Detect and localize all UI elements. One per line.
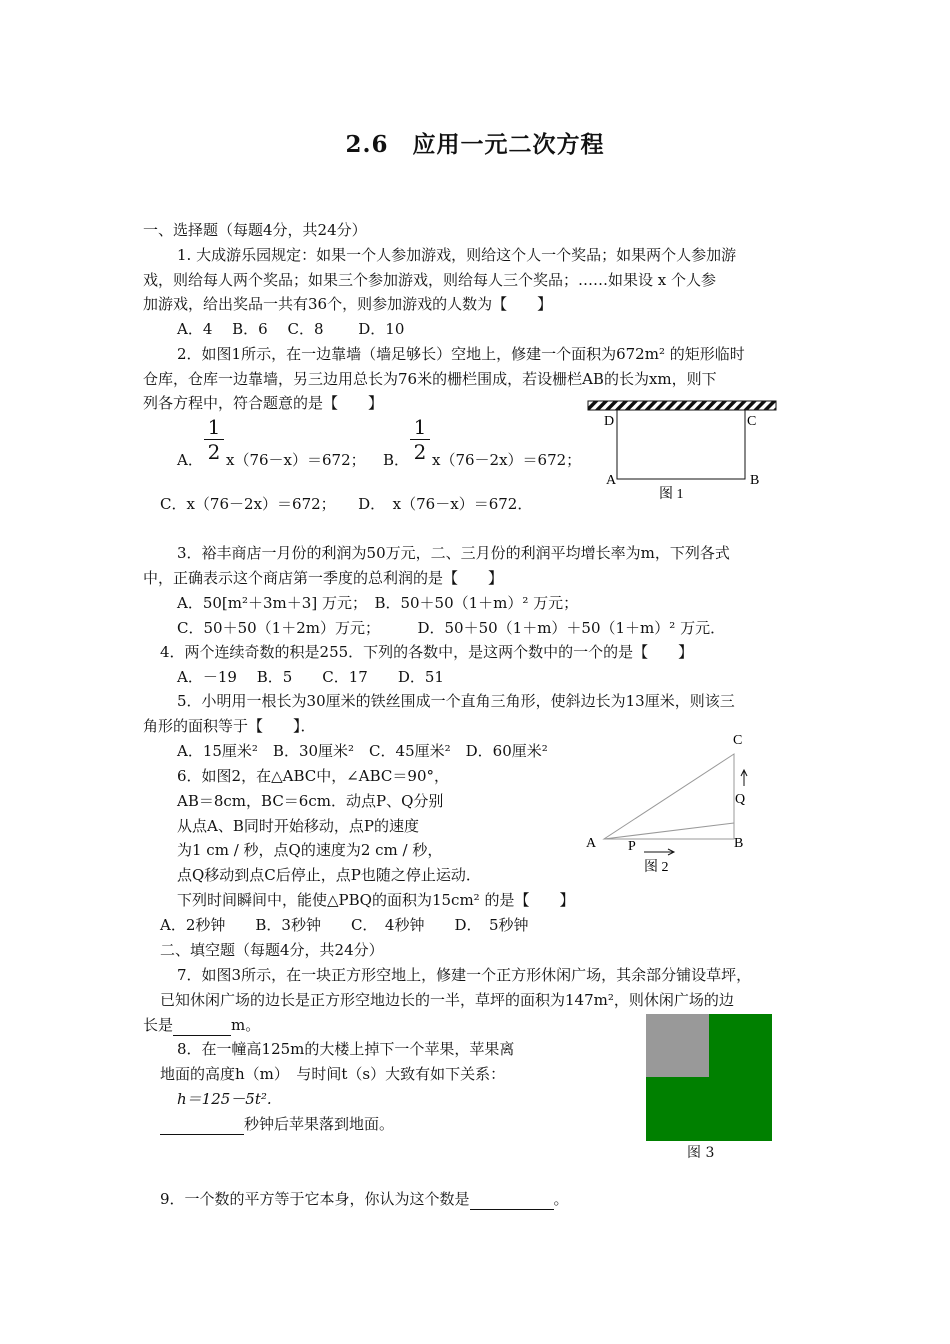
fig1-label-d: D — [604, 414, 615, 429]
wall-hatch — [588, 401, 776, 410]
q6-line3: 从点A、B同时开始移动，点P的速度 — [177, 817, 419, 835]
q6-line1: 6．如图2，在△ABC中，∠ABC＝90°， — [177, 767, 450, 785]
fig2-caption: 图 2 — [644, 860, 669, 875]
fraction-denominator: 2 — [207, 440, 221, 464]
q6-options: A．2秒钟 B．3秒钟 C． 4秒钟 D． 5秒钟 — [160, 916, 529, 934]
q2-option-a-label: A． — [177, 451, 203, 469]
q6-line5: 点Q移动到点C后停止，点P也随之停止运动． — [177, 866, 481, 884]
fig2-label-a: A — [586, 836, 597, 851]
fence-rectangle — [617, 410, 745, 479]
q7-line1: 7．如图3所示，在一块正方形空地上，修建一个正方形休闲广场，其余部分铺设草坪， — [177, 966, 752, 984]
fig2-label-p: P — [628, 839, 636, 854]
q1-line2: 戏，则给每人两个奖品；如果三个参加游戏，则给每人三个奖品；……如果设 x 个人参 — [143, 271, 716, 289]
figure-3-plaza — [646, 1014, 709, 1077]
q2-line1: 2．如图1所示，在一边靠墙（墙足够长）空地上，修建一个面积为672m² 的矩形临时 — [177, 345, 745, 363]
q2-option-b-text: x（76－2x）＝672； — [432, 451, 582, 469]
q8-answer-blank[interactable] — [160, 1114, 244, 1135]
q7-line2: 已知休闲广场的边长是正方形空地边长的一半，草坪的面积为147m²，则休闲广场的边 — [160, 991, 734, 1009]
triangle-abc — [604, 754, 734, 839]
fig1-label-b: B — [750, 473, 760, 488]
q8-line4 — [160, 1114, 394, 1135]
q1-options: A．4 B．6 C．8 D．10 — [177, 320, 405, 338]
fraction-numerator: 1 — [413, 415, 427, 439]
fig2-label-q: Q — [735, 792, 746, 807]
q7-line3 — [143, 1015, 260, 1036]
fig1-label-a: A — [606, 473, 617, 488]
q2-line3: 列各方程中，符合题意的是【 】 — [143, 394, 384, 412]
q1-line3: 加游戏，给出奖品一共有36个，则参加游戏的人数为【 】 — [143, 295, 553, 313]
q9-line1 — [160, 1189, 569, 1210]
q8-formula: h＝125－5t². — [177, 1090, 272, 1108]
q9-line1-pre: 9．一个数的平方等于它本身，你认为这个数是 — [160, 1190, 470, 1208]
q9-line1-post: 。 — [553, 1190, 569, 1208]
q5-line1: 5．小明用一根长为30厘米的铁丝围成一个直角三角形，使斜边长为13厘米，则该三 — [177, 692, 735, 710]
q3-options-cd: C．50＋50（1＋2m）万元； D．50＋50（1＋m）＋50（1＋m）² 万元． — [177, 619, 726, 637]
q1-line1: 1. 大成游乐园规定：如果一个人参加游戏，则给这个人一个奖品；如果两个人参加游 — [177, 246, 737, 264]
q2-option-a-text: x（76－x）＝672； — [226, 451, 366, 469]
fig3-caption: 图 3 — [687, 1145, 715, 1161]
q2-line2: 仓库，仓库一边靠墙，另三边用总长为76米的栅栏围成，若设栅栏AB的长为xm，则下 — [143, 370, 717, 388]
q7-answer-blank[interactable] — [173, 1015, 231, 1036]
q5-options: A．15厘米² B．30厘米² C．45厘米² D．60厘米² — [177, 742, 548, 760]
q2-option-b-label: B． — [383, 451, 410, 469]
q2-option-b-fraction — [410, 416, 430, 463]
q8-line2: 地面的高度h（m） 与时间t（s）大致有如下关系： — [160, 1065, 506, 1083]
figure-2 — [580, 726, 760, 878]
fraction-numerator: 1 — [207, 415, 221, 439]
segment-pq — [604, 823, 734, 839]
q3-options-ab: A．50[m²＋3m＋3] 万元； B．50＋50（1＋m）² 万元； — [177, 594, 579, 612]
q2-option-a-fraction — [204, 416, 224, 463]
section-heading-choice: 一、选择题（每题4分，共24分） — [143, 221, 367, 239]
q3-line2: 中，正确表示这个商店第一季度的总利润的是【 】 — [143, 569, 504, 587]
q5-line2: 角形的面积等于【 】． — [143, 717, 316, 735]
q2-options-cd: C．x（76－2x）＝672； D． x（76－x）＝672． — [160, 495, 533, 513]
q8-line4-post: 秒钟后苹果落到地面。 — [244, 1115, 395, 1133]
q6-line4: 为1 cm / 秒，点Q的速度为2 cm / 秒， — [177, 841, 443, 859]
q3-line1: 3．裕丰商店一月份的利润为50万元，二、三月份的利润平均增长率为m，下列各式 — [177, 544, 730, 562]
q9-answer-blank[interactable] — [470, 1189, 554, 1210]
page-title: 2.6 应用一元二次方程 — [345, 131, 605, 158]
q4-options: A．－19 B．5 C．17 D．51 — [177, 668, 444, 686]
figure-3-lawn — [646, 1014, 772, 1141]
q8-line1: 8．在一幢高125m的大楼上掉下一个苹果，苹果离 — [177, 1040, 515, 1058]
fraction-denominator: 2 — [413, 440, 427, 464]
q6-line2: AB＝8cm，BC＝6cm．动点P、Q分别 — [177, 792, 444, 810]
fig2-label-c: C — [733, 733, 743, 748]
figure-1 — [580, 395, 790, 507]
fig1-label-c: C — [747, 414, 757, 429]
section-heading-fill: 二、填空题（每题4分，共24分） — [160, 941, 384, 959]
fig1-caption: 图 1 — [659, 487, 684, 502]
q7-line3-post: m。 — [231, 1016, 261, 1034]
q6-line6: 下列时间瞬间中，能使△PBQ的面积为15cm² 的是【 】 — [177, 891, 575, 909]
q4-line1: 4．两个连续奇数的积是255．下列的各数中，是这两个数中的一个的是【 】 — [160, 643, 694, 661]
fig2-label-b: B — [734, 836, 744, 851]
q7-line3-pre: 长是 — [143, 1016, 174, 1034]
